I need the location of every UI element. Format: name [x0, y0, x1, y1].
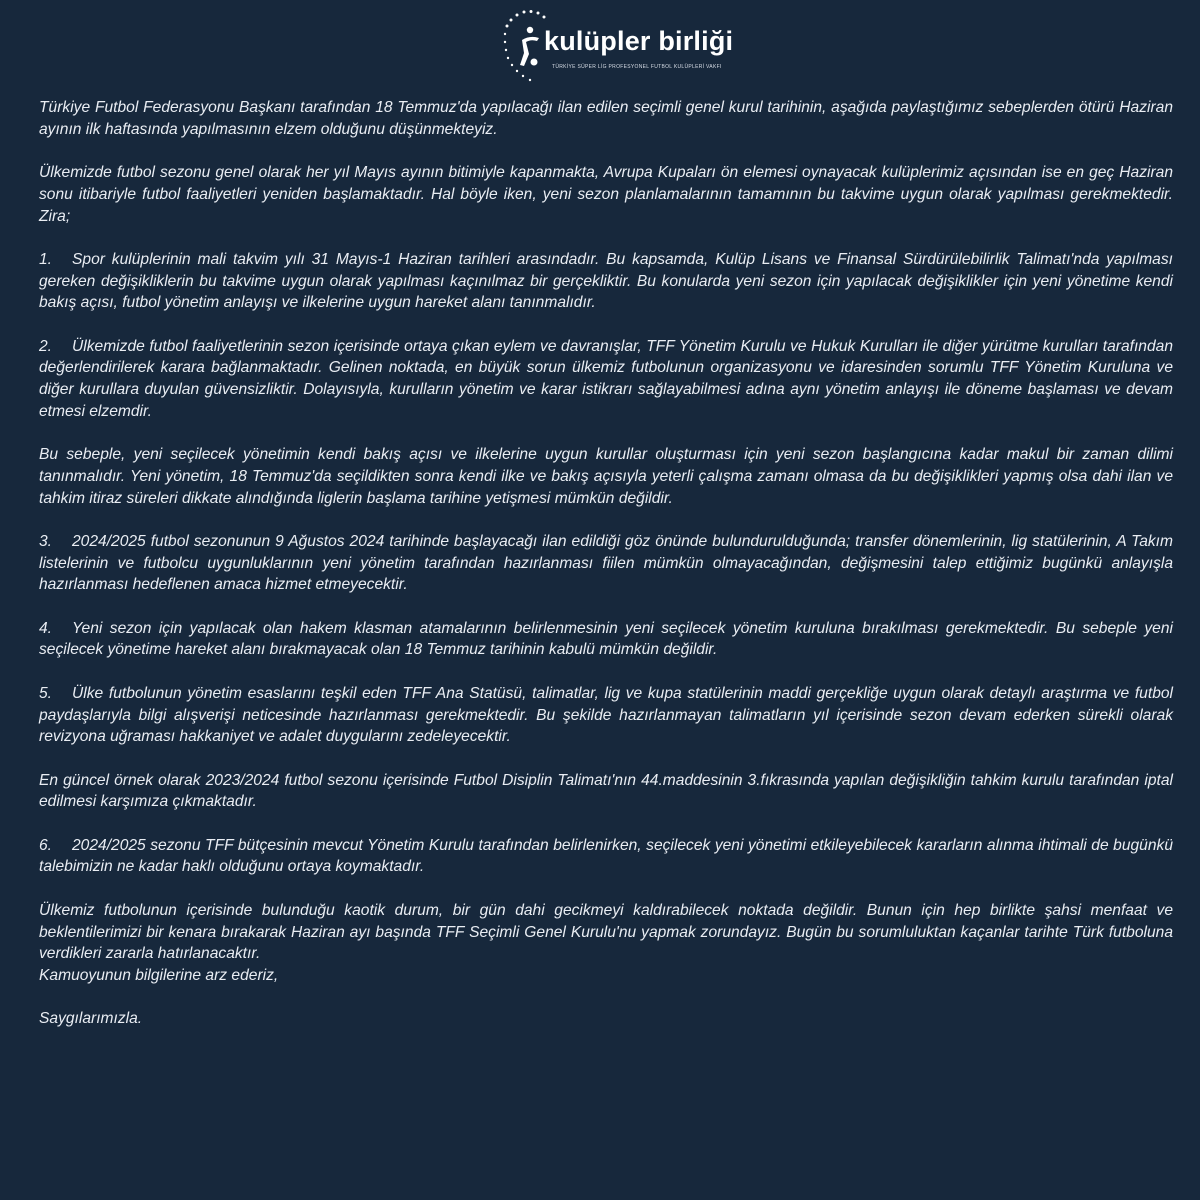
list-item — [39, 249, 1173, 314]
closing-signoff: Saygılarımızla. — [39, 1010, 143, 1028]
item-text: Yeni sezon için yapılacak olan hakem klasman atamalarının belirlenmesinin yeni seçilecek yönetim kuruluna bırakılması gerekmektedir. Bu sebeple yeni seçilecek yönetime hareket alanı bırakmayacak olan 18 Temmuz tarihinin kabulü mümkün değildir. — [39, 619, 1173, 659]
item-number: 6. — [39, 836, 53, 854]
statement-letter — [39, 97, 1173, 1052]
followup-paragraph: En güncel örnek olarak 2023/2024 futbol sezonu içerisinde Futbol Disiplin Talimatı'nın 44.maddesinin 3.fıkrasında yapılan değişikliğin tahkim kurulu tarafından iptal edilmesi karşımıza çıkmaktadır. — [39, 771, 1173, 811]
item-text: 2024/2025 sezonu TFF bütçesinin mevcut Yönetim Kurulu tarafından belirlenirken, seçilecek yeni yönetimi etkileyebilecek kararların alınma ihtimali de bugünkü talebimizin ne kadar haklı olduğunu ortaya koymaktadır. — [39, 836, 1173, 876]
item-number: 4. — [39, 619, 53, 637]
item-number: 3. — [39, 532, 53, 550]
item-text: Spor kulüplerinin mali takvim yılı 31 Mayıs-1 Haziran tarihleri arasındadır. Bu kapsamda, Kulüp Lisans ve Finansal Sürdürülebilirlik Talimatı'nda yapılması gereken değişikliklerin bu takvime uygun olarak yapılması kaçınılmaz bir gerçekliktir. Bu konularda yeni sezon için yapılacak değişiklikler için yeni yönetime kendi bakış açısı, futbol yönetim anlayışı ve ilkelerine uygun hareket alanı tanınmalıdır. — [39, 250, 1173, 312]
item-number: 1. — [39, 250, 53, 268]
followup-paragraph: Bu sebeple, yeni seçilecek yönetimin kendi bakış açısı ve ilkelerine uygun kurullar oluşturması için yeni sezon başlangıcına kadar makul bir zaman dilimi tanınmalıdır. Yeni yönetim, 18 Temmuz'da seçildikten sonra kendi ilke ve bakış açısıyla yeterli çalışma zamanı olmasa da bu değişiklikleri yapmış olsa dahi ilan ve tahkim itiraz süreleri dikkate alındığında liglerin başlama tarihine yetişmesi mümkün değildir. — [39, 446, 1173, 507]
list-item — [39, 336, 1173, 423]
logo-emblem-icon — [502, 8, 550, 88]
conclusion-paragraph: Ülkemiz futbolunun içerisinde bulunduğu kaotik durum, bir gün dahi gecikmeyi kaldırabilecek noktada değildir. Bunun için hep birlikte şahsi menfaat ve beklentilerimizi bir kenara bırakarak Haziran ayı başında TFF Seçimli Genel Kurulu'nu yapmak zorundayız. Bugün bu sorumluluktan kaçanlar tarihte Türk futboluna verdikleri zararla hatırlanacaktır. — [39, 901, 1173, 963]
item-number: 5. — [39, 684, 53, 702]
item-text: Ülkemizde futbol faaliyetlerinin sezon içerisinde ortaya çıkan eylem ve davranışlar, TFF Yönetim Kurulu ve Hukuk Kurulları ile diğer yürütme kurulları tarafından değerlendirilerek karara bağlanmaktadır. Gelinen noktada, en büyük sorun ülkemiz futbolunun organizasyonu ve idaresinden sorumlu TFF Yönetim Kuruluna ve diğer kurullara duyulan güvensizliktir. Dolayısıyla, kurulların yönetim ve karar istikrarı sağlayabilmesi adına aynı yönetim anlayışı ile döneme başlaması ve devam etmesi elzemdir. — [39, 337, 1173, 420]
logo-wordmark: kulüpler birliği — [544, 26, 734, 56]
item-text: 2024/2025 futbol sezonunun 9 Ağustos 2024 tarihinde başlayacağı ilan edildiği göz önünde bulundurulduğunda; transfer dönemlerinin, lig statülerinin, A Takım listelerinin ve futbolcu uygunluklarının yeni yönetim tarafından hazırlanması fiilen mümkün olmayacağından, değişmesini talep ettiğimiz bugünkü anlayışla hazırlanması hedeflenen amaca hizmet etmeyecektir. — [39, 532, 1173, 594]
kulupler-birligi-logo — [502, 8, 732, 88]
list-item — [39, 531, 1173, 596]
logo-tagline: TÜRKİYE SÜPER LİG PROFESYONEL FUTBOL KULÜPLERİ VAKFI — [552, 64, 722, 70]
list-item — [39, 618, 1173, 661]
list-item — [39, 683, 1173, 748]
intro-paragraph: Türkiye Futbol Federasyonu Başkanı tarafından 18 Temmuz'da yapılacağı ilan edilen seçimli genel kurul tarihinin, aşağıda paylaştığımız sebeplerden ötürü Haziran ayının ilk haftasında yapılmasının elzem olduğunu düşünmekteyiz. — [39, 99, 1173, 138]
list-item — [39, 835, 1173, 878]
context-paragraph: Ülkemizde futbol sezonu genel olarak her yıl Mayıs ayının bitimiyle kapanmakta, Avrupa Kupaları ön elemesi oynayacak kulüplerimiz açısından ise en geç Haziran sonu itibariyle futbol faaliyetleri yeniden başlamaktadır. Hal böyle iken, yeni sezon planlamalarının tamamının bu takvime uygun olarak yapılması gerekmektedir. Zira; — [39, 164, 1173, 225]
public-notice: Kamuoyunun bilgilerine arz ederiz, — [39, 966, 279, 984]
item-text: Ülke futbolunun yönetim esaslarını teşkil eden TFF Ana Statüsü, talimatlar, lig ve kupa statülerinin maddi gerçekliğe uygun olarak detaylı araştırma ve futbol paydaşlarıyla bilgi alışverişi neticesinde hazırlanması gerekmektedir. Bu şekilde hazırlanmayan talimatların yıl içerisinde sezon devam ederken sürekli olarak revizyona uğraması hakkaniyet ve adalet duygularını zedeleyecektir. — [39, 684, 1173, 746]
item-number: 2. — [39, 337, 53, 355]
